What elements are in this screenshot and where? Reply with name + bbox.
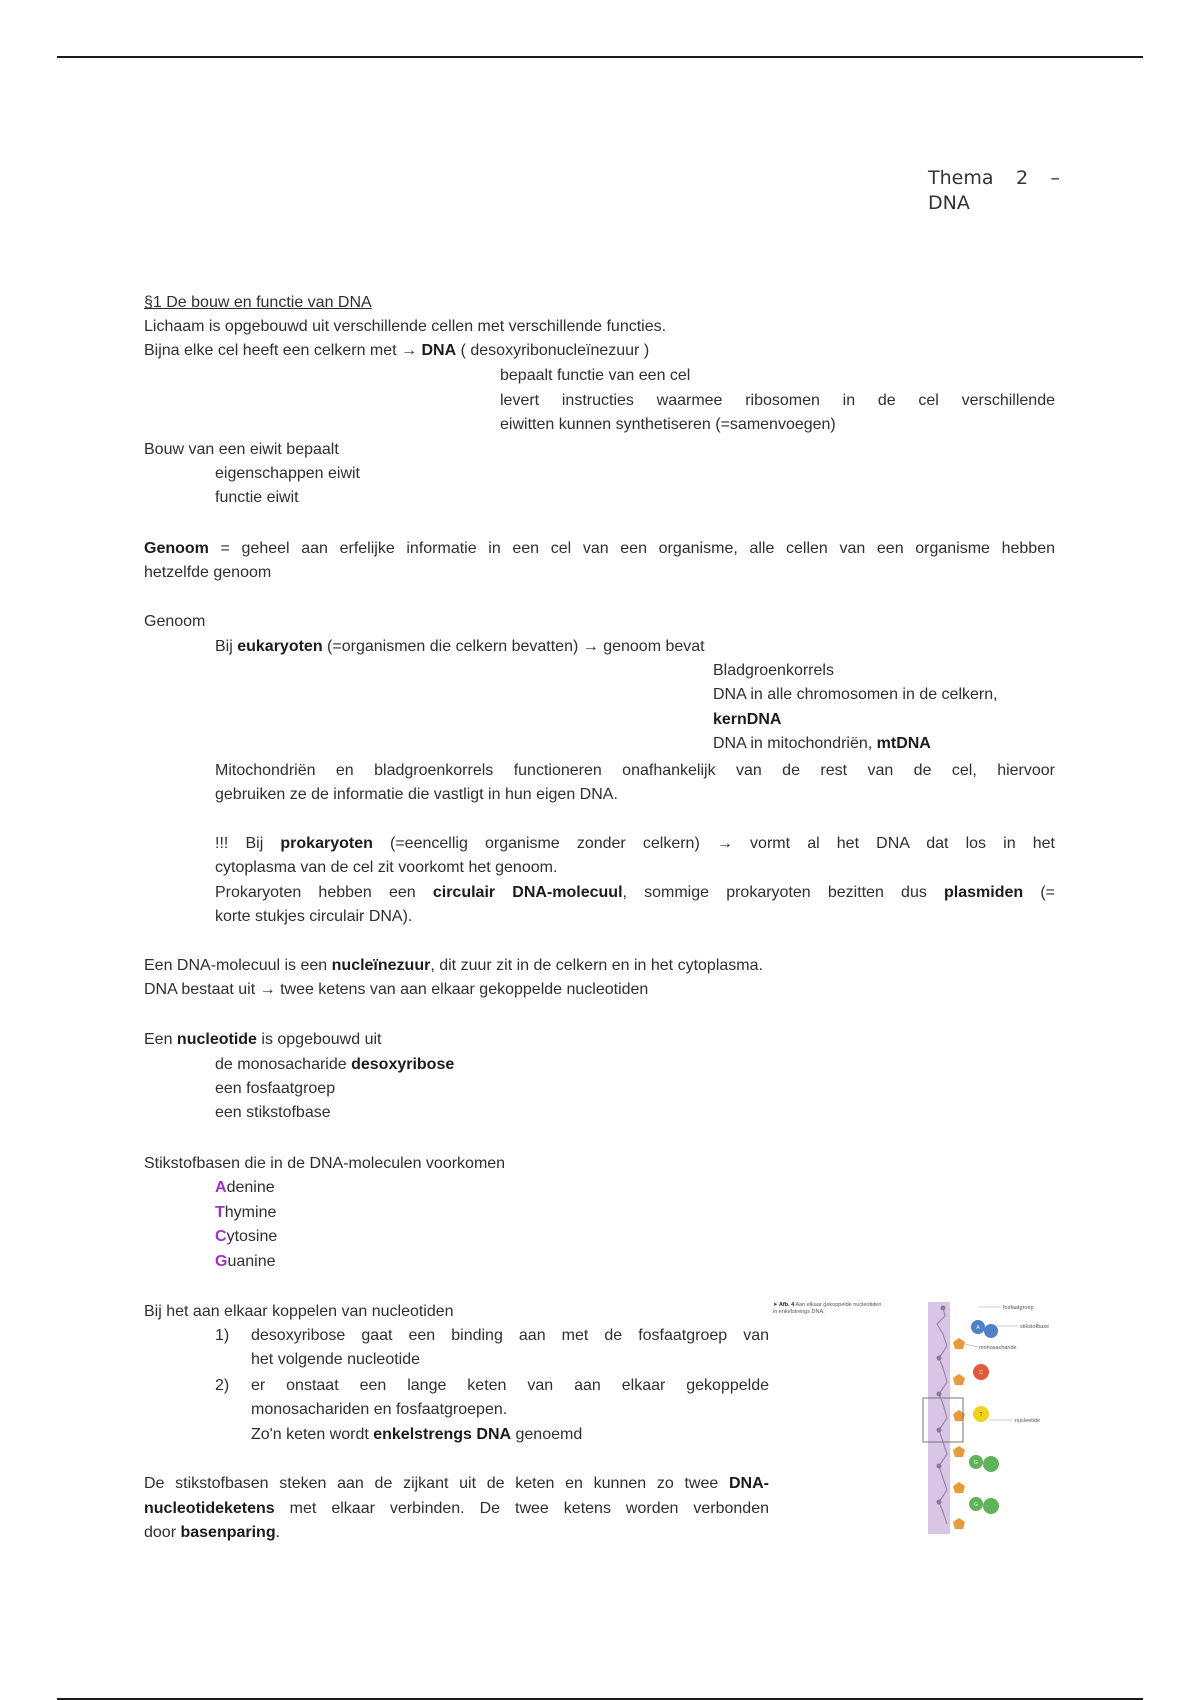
phosphate-node	[937, 1392, 942, 1397]
base-g-shape	[983, 1498, 999, 1514]
text-line: eiwitten kunnen synthetiseren (=samenvoegen)	[500, 416, 836, 433]
base-item: Cytosine	[215, 1228, 278, 1245]
list-item: een stikstofbase	[215, 1104, 331, 1121]
phosphate-node	[937, 1464, 942, 1469]
text-line: nucleotideketens met elkaar verbinden. De twee ketens worden verbonden	[144, 1500, 769, 1517]
list-item: er onstaat een lange keten van aan elkaar gekoppelde	[251, 1377, 769, 1394]
text-line: DNA bestaat uit → twee ketens van aan elkaar gekoppelde nucleotiden	[144, 981, 649, 998]
list-item: DNA in mitochondriën, mtDNA	[713, 735, 931, 752]
list-item: desoxyribose gaat een binding aan met de fosfaatgroep van	[251, 1327, 769, 1344]
text-line: levert instructies waarmee ribosomen in de cel verschillende	[500, 392, 1055, 409]
phosphate-node	[941, 1306, 946, 1311]
page-top-rule	[57, 56, 1143, 58]
label-nucleotide: nucleotide	[1015, 1418, 1041, 1424]
sugar-pentagon	[953, 1518, 965, 1529]
list-item: DNA in alle chromosomen in de celkern,	[713, 686, 998, 703]
text-line: Lichaam is opgebouwd uit verschillende cellen met verschillende functies.	[144, 318, 667, 335]
list-number: 1)	[215, 1327, 230, 1344]
phosphate-node	[937, 1356, 942, 1361]
base-item: Thymine	[215, 1204, 277, 1221]
list-item: functie eiwit	[215, 489, 299, 506]
list-item: monosachariden en fosfaatgroepen.	[251, 1401, 508, 1418]
base-g-shape	[983, 1456, 999, 1472]
text-line: Mitochondriën en bladgroenkorrels functioneren onafhankelijk van de rest van de cel, hiervoor	[215, 762, 1055, 779]
phosphate-node	[937, 1500, 942, 1505]
text-line: !!! Bij prokaryoten (=eencellig organisme zonder celkern) → vormt al het DNA dat los in het	[215, 835, 1055, 852]
figure-caption: ➤ Afb. 4 Aan elkaar gekoppelde nucleotiden in enkelstrengs DNA.	[773, 1302, 882, 1315]
sugar-pentagon	[953, 1482, 965, 1493]
title-number: 2	[1015, 167, 1029, 189]
title-dash: –	[1050, 167, 1060, 189]
text-line: Bouw van een eiwit bepaalt	[144, 441, 339, 458]
title-subject: DNA	[928, 192, 970, 214]
label-stikstofbase: stikstofbase	[1020, 1324, 1050, 1330]
list-item: kernDNA	[713, 711, 782, 728]
text-line: Prokaryoten hebben een circulair DNA-molecuul, sommige prokaryoten bezitten dus plasmiden (=	[215, 884, 1056, 901]
label-leader	[965, 1344, 978, 1347]
dna-strand-figure	[773, 1302, 1063, 1537]
base-letter: T	[979, 1412, 983, 1418]
list-item: Zo'n keten wordt enkelstrengs DNA genoemd	[251, 1426, 583, 1443]
base-letter: A	[976, 1325, 980, 1331]
text-line: bepaalt functie van een cel	[500, 367, 691, 384]
text-line: cytoplasma van de cel zit voorkomt het genoom.	[215, 859, 558, 876]
sugar-pentagon	[953, 1446, 965, 1457]
text-line: Een DNA-molecuul is een nucleïnezuur, dit zuur zit in de celkern en in het cytoplasma.	[144, 957, 763, 974]
text-line: door basenparing.	[144, 1524, 281, 1541]
section-heading: §1 De bouw en functie van DNA	[144, 294, 372, 311]
dna-strand-diagram	[773, 1302, 1063, 1537]
list-item: het volgende nucleotide	[251, 1351, 421, 1368]
page-title	[928, 166, 1060, 216]
list-item: Bladgroenkorrels	[713, 662, 834, 679]
list-item: de monosacharide desoxyribose	[215, 1056, 455, 1073]
definition-line: hetzelfde genoom	[144, 564, 272, 581]
text-line: De stikstofbasen steken aan de zijkant uit de keten en kunnen zo twee DNA-	[144, 1475, 769, 1492]
sugar-pentagon	[953, 1338, 965, 1349]
list-number: 2)	[215, 1377, 230, 1394]
text-line: Bij eukaryoten (=organismen die celkern bevatten) → genoom bevat	[215, 638, 705, 655]
text-line: Bijna elke cel heeft een celkern met → DNA ( desoxyribonucleïnezuur )	[144, 342, 650, 359]
sugar-pentagon	[953, 1374, 965, 1385]
base-letter: C	[979, 1370, 983, 1376]
base-letter: G	[974, 1460, 978, 1466]
list-item: een fosfaatgroep	[215, 1080, 336, 1097]
phosphate-node	[937, 1428, 942, 1433]
list-item: eigenschappen eiwit	[215, 465, 360, 482]
title-word: Thema	[928, 167, 994, 189]
base-item: Guanine	[215, 1253, 276, 1270]
label-fosfaatgroep: fosfaatgroep	[1003, 1305, 1034, 1311]
base-letter: G	[974, 1502, 978, 1508]
definition-line: Genoom = geheel aan erfelijke informatie in een cel van een organisme, alle cellen van een organisme hebben	[144, 540, 1055, 557]
text-line: Een nucleotide is opgebouwd uit	[144, 1031, 382, 1048]
text-line: Genoom	[144, 613, 206, 630]
text-line: korte stukjes circulair DNA).	[215, 908, 413, 925]
base-item: Adenine	[215, 1179, 275, 1196]
label-monosacharide: monosacharide	[979, 1345, 1017, 1351]
text-line: Bij het aan elkaar koppelen van nucleotiden	[144, 1303, 454, 1320]
text-line: Stikstofbasen die in de DNA-moleculen voorkomen	[144, 1155, 506, 1172]
text-line: gebruiken ze de informatie die vastligt in hun eigen DNA.	[215, 786, 618, 803]
